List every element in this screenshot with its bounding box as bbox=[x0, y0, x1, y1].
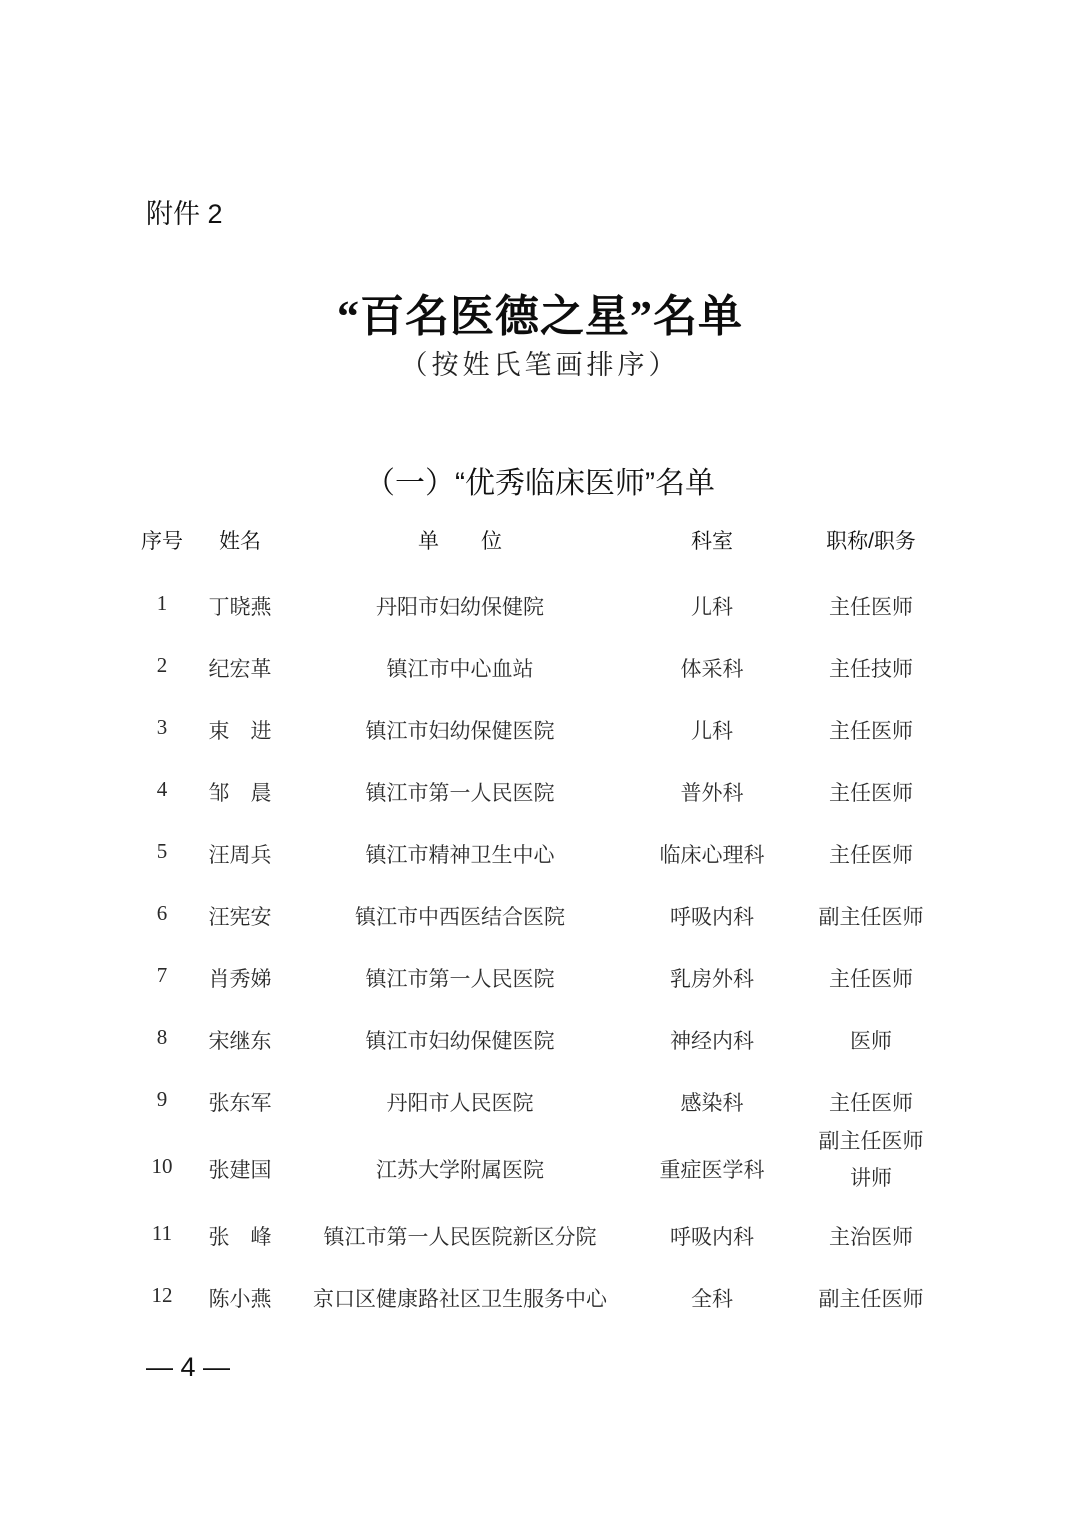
page-number: — 4 — bbox=[146, 1352, 231, 1382]
row-unit: 镇江市第一人民医院新区分院 bbox=[323, 1225, 597, 1249]
row-no: 11 bbox=[151, 1221, 173, 1245]
row-title: 副主任医师 bbox=[818, 905, 924, 929]
row-unit: 丹阳市人民医院 bbox=[386, 1091, 534, 1115]
row-dept: 呼吸内科 bbox=[670, 905, 754, 929]
attachment-label: 附件 2 bbox=[146, 199, 223, 229]
row-dept: 全科 bbox=[691, 1287, 733, 1311]
row-name: 纪宏革 bbox=[208, 657, 272, 681]
row-dept: 普外科 bbox=[680, 781, 744, 805]
row-dept: 神经内科 bbox=[670, 1029, 754, 1053]
row-name: 张建国 bbox=[208, 1158, 272, 1182]
row-title-secondary: 讲师 bbox=[850, 1166, 892, 1190]
row-title: 主任医师 bbox=[829, 967, 913, 991]
row-name: 邹 晨 bbox=[208, 781, 272, 805]
header-title: 职称/职务 bbox=[826, 530, 916, 553]
row-name: 丁晓燕 bbox=[208, 595, 272, 619]
row-no: 8 bbox=[156, 1025, 168, 1049]
row-title: 主任医师 bbox=[829, 719, 913, 743]
row-title: 主治医师 bbox=[829, 1225, 913, 1249]
row-title: 副主任医师 bbox=[818, 1287, 924, 1311]
row-no: 3 bbox=[156, 715, 168, 739]
row-title: 副主任医师 bbox=[818, 1129, 924, 1153]
row-name: 肖秀娣 bbox=[208, 967, 272, 991]
row-name: 张 峰 bbox=[208, 1225, 272, 1249]
row-title: 医师 bbox=[850, 1029, 892, 1053]
row-dept: 乳房外科 bbox=[670, 967, 754, 991]
row-title: 主任技师 bbox=[829, 657, 913, 681]
row-unit: 京口区健康路社区卫生服务中心 bbox=[313, 1287, 607, 1311]
page-title: “百名医德之星”名单 bbox=[337, 292, 743, 341]
row-no: 6 bbox=[156, 901, 168, 925]
row-no: 7 bbox=[156, 963, 168, 987]
header-dept: 科室 bbox=[691, 530, 733, 553]
row-unit: 镇江市妇幼保健医院 bbox=[365, 1029, 555, 1053]
header-name: 姓名 bbox=[219, 530, 261, 553]
row-no: 12 bbox=[151, 1283, 173, 1307]
row-name: 汪宪安 bbox=[208, 905, 272, 929]
row-name: 宋继东 bbox=[208, 1029, 272, 1053]
row-unit: 镇江市中西医结合医院 bbox=[355, 905, 565, 929]
row-title: 主任医师 bbox=[829, 1091, 913, 1115]
row-dept: 儿科 bbox=[691, 719, 733, 743]
row-dept: 体采科 bbox=[680, 657, 744, 681]
row-no: 1 bbox=[156, 591, 168, 615]
row-title: 主任医师 bbox=[829, 843, 913, 867]
row-dept: 感染科 bbox=[680, 1091, 744, 1115]
row-no: 9 bbox=[156, 1087, 168, 1111]
row-name: 张东军 bbox=[208, 1091, 272, 1115]
row-title: 主任医师 bbox=[829, 781, 913, 805]
row-unit: 镇江市妇幼保健医院 bbox=[365, 719, 555, 743]
row-no: 4 bbox=[156, 777, 168, 801]
row-unit: 丹阳市妇幼保健院 bbox=[376, 595, 544, 619]
header-unit: 单 位 bbox=[418, 530, 502, 553]
row-dept: 呼吸内科 bbox=[670, 1225, 754, 1249]
row-dept: 重症医学科 bbox=[659, 1158, 765, 1182]
header-no: 序号 bbox=[141, 530, 183, 553]
row-unit: 镇江市第一人民医院 bbox=[365, 967, 555, 991]
row-unit: 镇江市中心血站 bbox=[386, 657, 534, 681]
row-no: 2 bbox=[156, 653, 168, 677]
row-title: 主任医师 bbox=[829, 595, 913, 619]
section-title: （一）“优秀临床医师”名单 bbox=[365, 467, 715, 500]
row-name: 束 进 bbox=[208, 719, 272, 743]
row-name: 汪周兵 bbox=[208, 843, 272, 867]
page-subtitle: （按姓氏笔画排序） bbox=[400, 350, 680, 380]
row-unit: 镇江市精神卫生中心 bbox=[365, 843, 555, 867]
row-no: 10 bbox=[151, 1154, 173, 1178]
row-unit: 江苏大学附属医院 bbox=[376, 1158, 544, 1182]
row-no: 5 bbox=[156, 839, 168, 863]
row-dept: 儿科 bbox=[691, 595, 733, 619]
row-name: 陈小燕 bbox=[208, 1287, 272, 1311]
row-unit: 镇江市第一人民医院 bbox=[365, 781, 555, 805]
row-dept: 临床心理科 bbox=[659, 843, 765, 867]
